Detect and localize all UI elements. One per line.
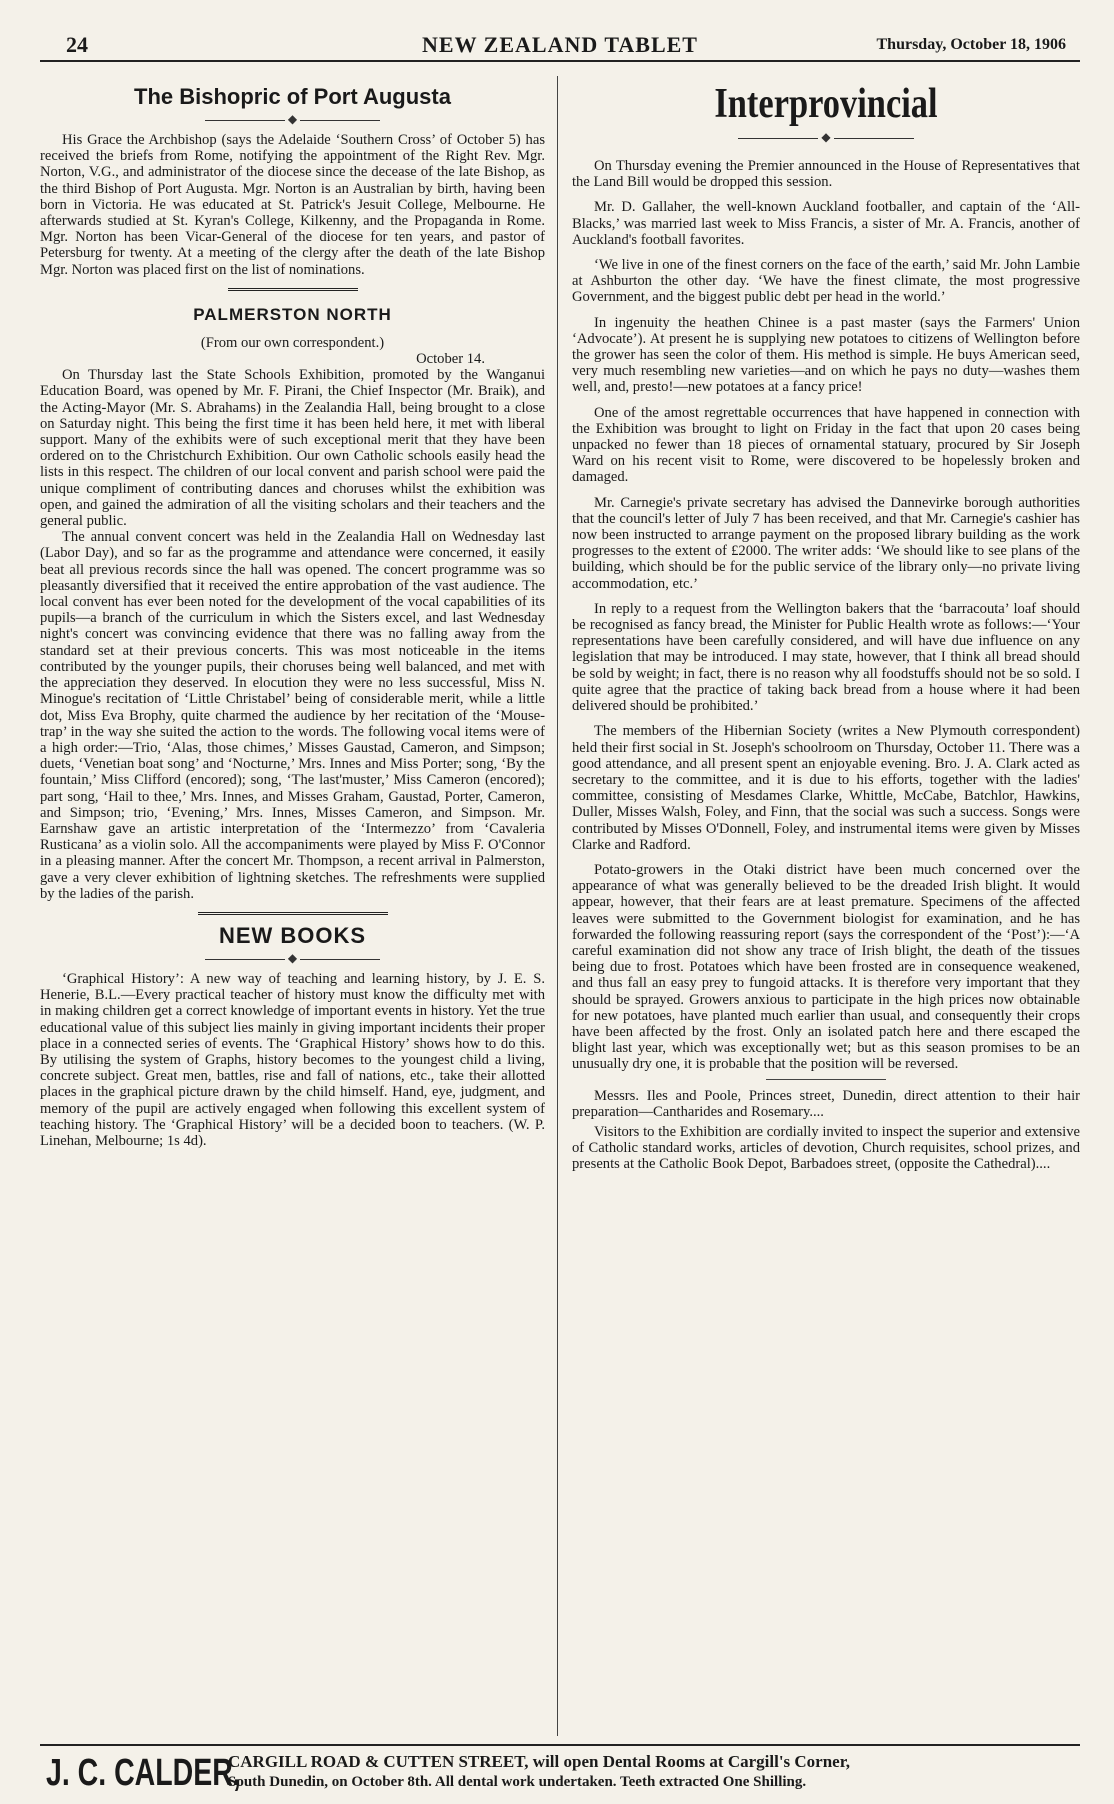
news-item: Mr. Carnegie's private secretary has advised the Dannevirke borough authorities that the council's letter of July 7 has been received, and that Mr. Carnegie's cashier has now been instructed to arrange payment on the proposed library building as the work progresses to the extent of £2000. The writer adds: ‘We should like to see plans of the building, which should be for the public service of the library only—no private living accommodation, etc.’ (572, 494, 1080, 592)
right-column (572, 76, 1080, 1177)
palmerston-paragraph: On Thursday last the State Schools Exhibition, promoted by the Wanganui Education Board, was opened by Mr. F. Pirani, the Chief Inspector (Mr. Braik), and the Acting-Mayor (Mr. S. Abrahams) in the Zealandia Hall, being brought to a close on Saturday night. This being the first time it has been held here, it met with liberal support. Many of the exhibits were of such exceptional merit that they have been ordered on to the Christchurch Exhibition. Our own Catholic schools easily head the lists in this respect. The children of our local convent and parish school were paid the unique compliment of contributing dances and choruses whilst the exhibition was open, and gained the admiration of all the visiting scholars and their teachers and the general public. (40, 367, 545, 530)
news-item: The members of the Hibernian Society (writes a New Plymouth correspondent) held their first social in St. Joseph's schoolroom on Thursday, October 11. There was a good attendance, and all present spent an enjoyable evening. Bro. J. A. Clark acted as secretary to the committee, and it is due to his efforts, together with the ladies' committee, consisting of Mesdames Clarke, Whittle, McCabe, Batchlor, Hawkins, Duller, Misses Walsh, Foley, and Finn, that the social was such a success. Songs were contributed by Misses O'Donnell, Foley, and instrumental items were given by Misses Clarke and Radford. (572, 723, 1080, 853)
ornament-divider: ◆ (40, 951, 545, 965)
news-item: ‘We live in one of the finest corners on the face of the earth,’ said Mr. John Lambie at Ashburton the other day. ‘We have the finest climate, the most progressive Government, and the biggest public debt per head in the world.’ (572, 257, 1080, 306)
palmerston-byline: (From our own correspondent.) (200, 334, 385, 351)
ornament-divider: ◆ (40, 112, 545, 126)
column-divider (557, 76, 558, 1736)
interprovincial-heading: Interprovincial (714, 81, 938, 127)
news-item: Mr. D. Gallaher, the well-known Auckland footballer, and captain of the ‘All-Blacks,’ was married last week to Miss Francis, a sister of Mr. A. Francis, another of Auckland's football favorites. (572, 199, 1080, 248)
page-number: 24 (66, 32, 88, 57)
news-item: In reply to a request from the Wellington bakers that the ‘barracouta’ loaf should be recognised as fancy bread, the Minister for Public Health wrote as follows:—‘Your representations have been carefully considered, and will have due influence on any legislation that may be introduced. I may state, however, that I think all bread should be sold by weight; in fact, there is no reason why all foodstuffs should not be so sold. I quite agree that the practice of taking back bread from a house where it had been delivered should be prohibited.’ (572, 600, 1080, 715)
new-books-body: ‘Graphical History’: A new way of teaching and learning history, by J. E. S. Henerie, B.L.—Every practical teacher of history must know the difficulty met with in making children get a correct knowledge of important events in history. Yet the true educational value of this subject lies mainly in giving important incidents their proper place in a connected series of events. The ‘Graphical History’ shows how to do this. By utilising the system of Graphs, history becomes to the youngest child a living, concrete subject. Great men, battles, rise and fall of nations, etc., take their allotted places in the graphical picture drawn by the child himself. Hand, eye, judgment, and memory of the pupil are actively engaged when following this excellent system of teaching history. The ‘Graphical History’ will be a decided boon to teachers. (W. P. Linehan, Melbourne; 1s 4d). (40, 970, 545, 1149)
issue-date: Thursday, October 18, 1906 (876, 36, 1066, 53)
new-books-heading: NEW BOOKS (218, 922, 367, 948)
notice-item: Visitors to the Exhibition are cordially invited to inspect the superior and extensive of Catholic standard works, articles of devotion, Church requisites, school prizes, and presents at the Catholic Book Depot, Barbadoes street, (opposite the Cathedral).... (572, 1123, 1080, 1173)
palmerston-paragraph: The annual convent concert was held in the Zealandia Hall on Wednesday last (Labor Day), and so far as the programme and attendance were concerned, it easily beat all previous records since the hall was opened. The concert programme was so pleasantly diversified that it received the entire approbation of the vast audience. The local convent has ever been noted for the development of the vocal capabilities of its pupils—a branch of the curriculum in which the Sisters excel, and last Wednesday night's concert was convincing evidence that there was no falling away from the standard set at their previous concerts. This was most noticeable in the items contributed by the younger pupils, their choruses being well balanced, and met with the appreciation they deserved. In elocution they were no less successful, Miss N. Minogue's recitation of ‘Little Christabel’ being of considerable merit, while a little dot, Miss Eva Brophy, quite charmed the audience by her recitation of the ‘Mouse-trap’ in the way she suited the action to the words. The following vocal items were of a high order:—Trio, ‘Alas, those chimes,’ Misses Gaustad, Cameron, and Simpson; duets, ‘Venetian boat song’ and ‘Nocturne,’ Mrs. Innes and Miss Porter; song, ‘By the fountain,’ Miss Clifford (encored); song, ‘The last'muster,’ Miss Cameron (encored); part song, ‘Hail to thee,’ Mrs. Innes, and Misses Graham, Gaustad, Porter, Cameron, and Simpson; trio, ‘Evening,’ Mrs. Innes, Misses Cameron, and Simpson. Mr. Earnshaw gave an artistic interpretation of the ‘Intermezzo’ from ‘Cavaleria Rusticana’ as a violin solo. All the accompaniments were played by Miss F. O'Connor in a pleasing manner. After the concert Mr. Thompson, a recent arrival in Palmerston, gave a very clever exhibition of lightning sketches. The refreshments were supplied by the ladies of the parish. (40, 529, 545, 902)
news-item: On Thursday evening the Premier announced in the House of Representatives that the Land Bill would be dropped this session. (572, 158, 1080, 191)
bishopric-heading: The Bishopric of Port Augusta (134, 84, 451, 109)
palmerston-heading: PALMERSTON NORTH (193, 304, 392, 324)
news-item: One of the amost regrettable occurrences that have happened in connection with the Exhibition was brought to light on Friday in the fact that upon 20 cases being unpacked no fewer than 18 pieces of ornamental statuary, procured by Sir Joseph Ward on his recent visit to Rome, were discovered to be hopelessly broken and damaged. (572, 404, 1080, 486)
paper-title: NEW ZEALAND TABLET (422, 32, 698, 57)
palmerston-dateline: October 14. (416, 351, 485, 368)
ornament-divider: ◆ (572, 130, 1080, 144)
calder-advertisement (40, 1744, 1080, 1798)
bishopric-body: His Grace the Archbishop (says the Adelaide ‘Southern Cross’ of October 5) has received the briefs from Rome, notifying the appointment of the Right Rev. Mgr. Norton, V.G., and administrator of the diocese since the decease of the late Bishop, as the third Bishop of Port Augusta. Mgr. Norton is an Australian by birth, having been born in Victoria. He was educated at St. Patrick's Jesuit College, Melbourne. He afterwards studied at St. Kyran's College, Kilkenny, and the Propaganda in Rome. Mgr. Norton has been Vicar-General of the diocese for ten years, and pastor of Petersburg for twenty. At a meeting of the clergy after the death of the late Bishop Mgr. Norton was placed first on the list of nominations. (40, 132, 545, 278)
advert-name: J. C. CALDER, (46, 1752, 241, 1794)
news-item: In ingenuity the heathen Chinee is a past master (says the Farmers' Union ‘Advocate’). At present he is supplying new potatoes to citizens of Wellington before the grower has seen the color of them. His method is simple. He buys American seed, very much resembling new varieties—and on which he pays no duty—washes them well, and, presto!—new potatoes at a fancy price! (572, 314, 1080, 396)
left-column (40, 76, 545, 1149)
advert-line-1: CARGILL ROAD & CUTTEN STREET, will open Dental Rooms at Cargill's Corner, (228, 1752, 850, 1771)
advert-line-2: South Dunedin, on October 8th. All dental work undertaken. Teeth extracted One Shilling. (228, 1774, 807, 1790)
notice-item: Messrs. Iles and Poole, Princes street, Dunedin, direct attention to their hair preparation—Cantharides and Rosemary.... (572, 1087, 1080, 1120)
section-rule (228, 288, 358, 291)
news-item: Potato-growers in the Otaki district have been much concerned over the appearance of what was generally believed to be the dreaded Irish blight. It would appear, however, that their fears are at least premature. Specimens of the affected leaves were submitted to the Government biologist for examination, and he has forwarded the following reassuring report (says the correspondent of the ‘Post’):—‘A careful examination did not show any trace of Irish blight, the death of the tissues being due to frost. Potatoes which have been frosted are in consequence weakened, and thus fall an easy prey to fungoid attacks. It is therefore very important that they should be sprayed. Growers anxious to participate in the high prices now obtainable for new potatoes, have planted much earlier than usual, and consequently their crops have been affected by the frost. Only an isolated patch here and there escaped the blight last year, which was exceptionally wet; but as this season promises to be an unusually dry one, it is probable that the position will be reversed. (572, 861, 1080, 1073)
section-rule (198, 912, 388, 915)
section-rule (766, 1079, 886, 1080)
masthead (40, 30, 1080, 62)
